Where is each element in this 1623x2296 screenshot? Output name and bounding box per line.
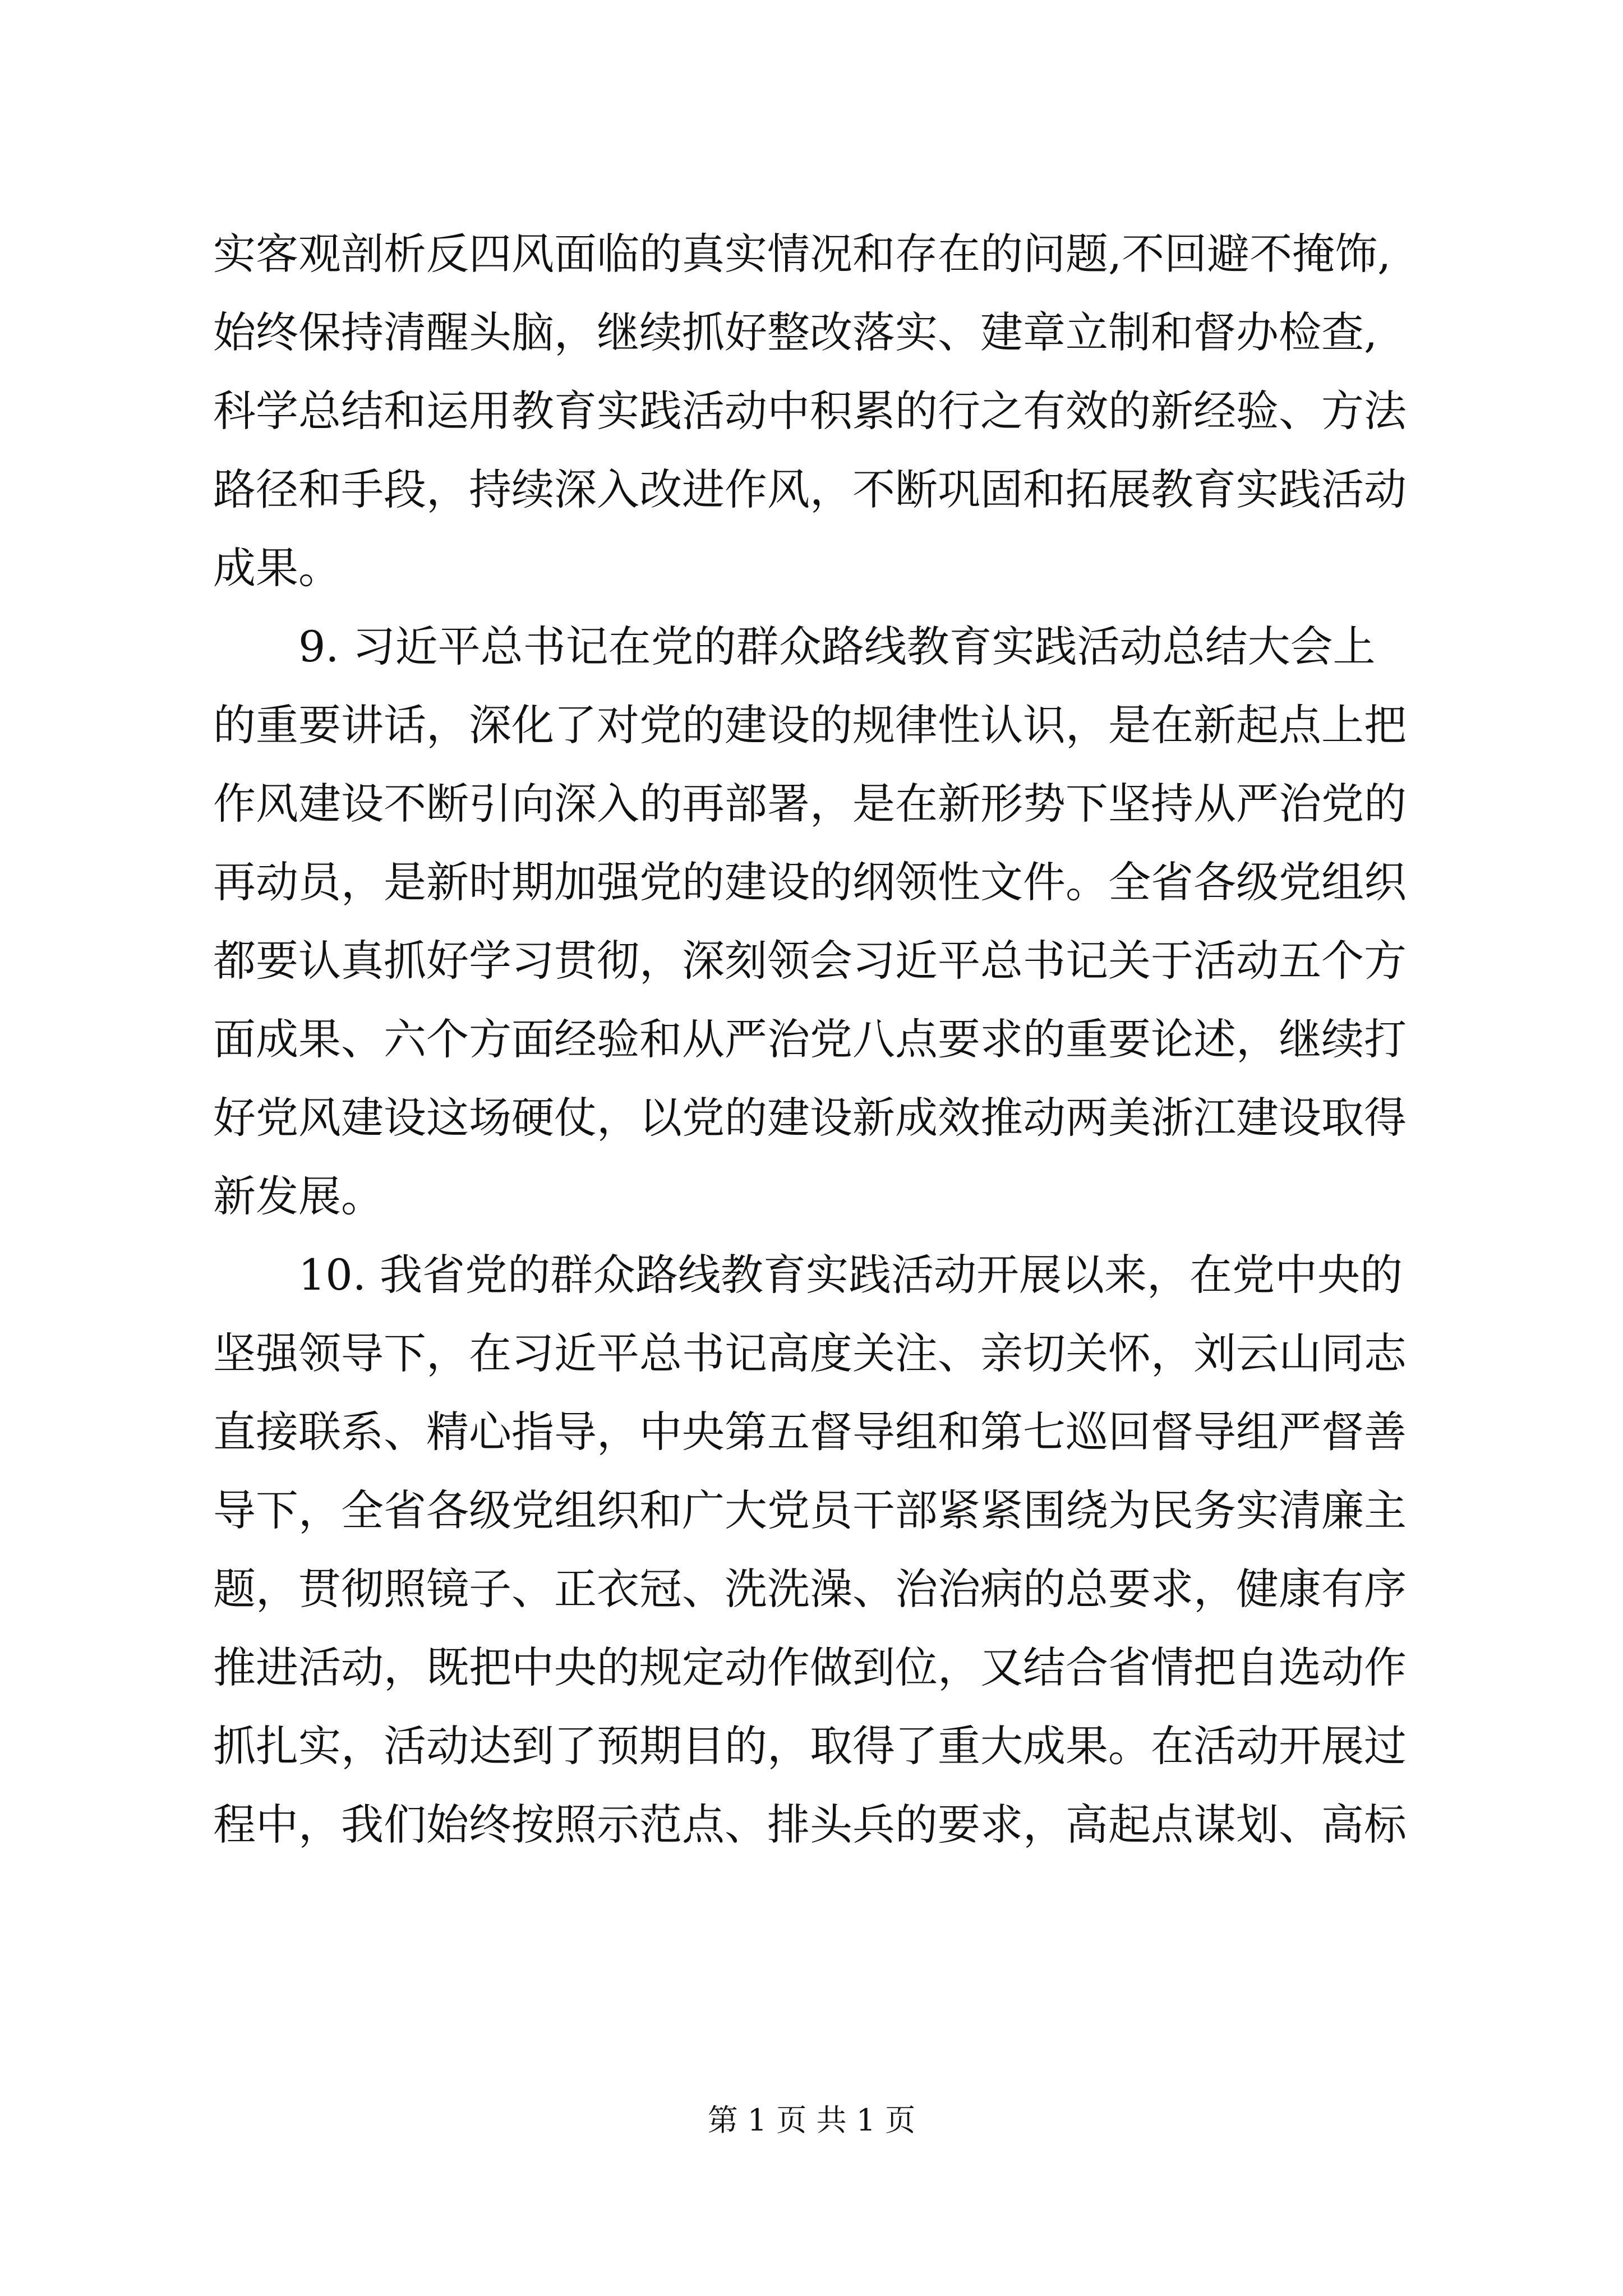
page-number-label: 第 1 页 共 1 页 [707, 2102, 916, 2138]
text-line: 科学总结和运用教育实践活动中积累的行之有效的新经验、方法 [213, 386, 1407, 436]
text-line: 实客观剖析反四风面临的真实情况和存在的问题,不回避不掩饰, [213, 229, 1391, 279]
text-line-first: 10. 我省党的群众路线教育实践活动开展以来，在党中央的 [298, 1250, 1403, 1300]
text-line: 好党风建设这场硬仗，以党的建设新成效推动两美浙江建设取得 [213, 1093, 1407, 1143]
paragraph-1 [213, 215, 1424, 608]
paragraph-9 [213, 608, 1424, 1236]
text-line: 的重要讲话，深化了对党的建设的规律性认识，是在新起点上把 [213, 700, 1407, 750]
text-line: 都要认真抓好学习贯彻，深刻领会习近平总书记关于活动五个方 [213, 936, 1407, 986]
text-line: 新发展。 [213, 1171, 384, 1221]
text-line: 导下，全省各级党组织和广大党员干部紧紧围绕为民务实清廉主 [213, 1485, 1407, 1535]
text-line: 题，贯彻照镜子、正衣冠、洗洗澡、治治病的总要求，健康有序 [213, 1564, 1407, 1614]
document-body [213, 215, 1424, 1864]
text-line: 坚强领导下，在习近平总书记高度关注、亲切关怀，刘云山同志 [213, 1328, 1407, 1378]
text-line: 直接联系、精心指导，中央第五督导组和第七巡回督导组严督善 [213, 1407, 1407, 1457]
text-line: 再动员，是新时期加强党的建设的纲领性文件。全省各级党组织 [213, 857, 1407, 907]
text-line: 面成果、六个方面经验和从严治党八点要求的重要论述，继续打 [213, 1014, 1407, 1064]
text-line: 成果。 [213, 543, 341, 593]
paragraph-10 [213, 1236, 1424, 1864]
text-line-first: 9. 习近平总书记在党的群众路线教育实践活动总结大会上 [298, 622, 1376, 671]
text-line: 程中，我们始终按照示范点、排头兵的要求，高起点谋划、高标 [213, 1800, 1407, 1849]
text-line: 推进活动，既把中央的规定动作做到位，又结合省情把自选动作 [213, 1642, 1407, 1692]
text-line: 作风建设不断引向深入的再部署，是在新形势下坚持从严治党的 [213, 779, 1407, 829]
text-line: 路径和手段，持续深入改进作风，不断巩固和拓展教育实践活动 [213, 464, 1407, 514]
text-line: 始终保持清醒头脑，继续抓好整改落实、建章立制和督办检查, [213, 307, 1378, 357]
page-footer [0, 2101, 1623, 2140]
text-line: 抓扎实，活动达到了预期目的，取得了重大成果。在活动开展过 [213, 1721, 1407, 1771]
